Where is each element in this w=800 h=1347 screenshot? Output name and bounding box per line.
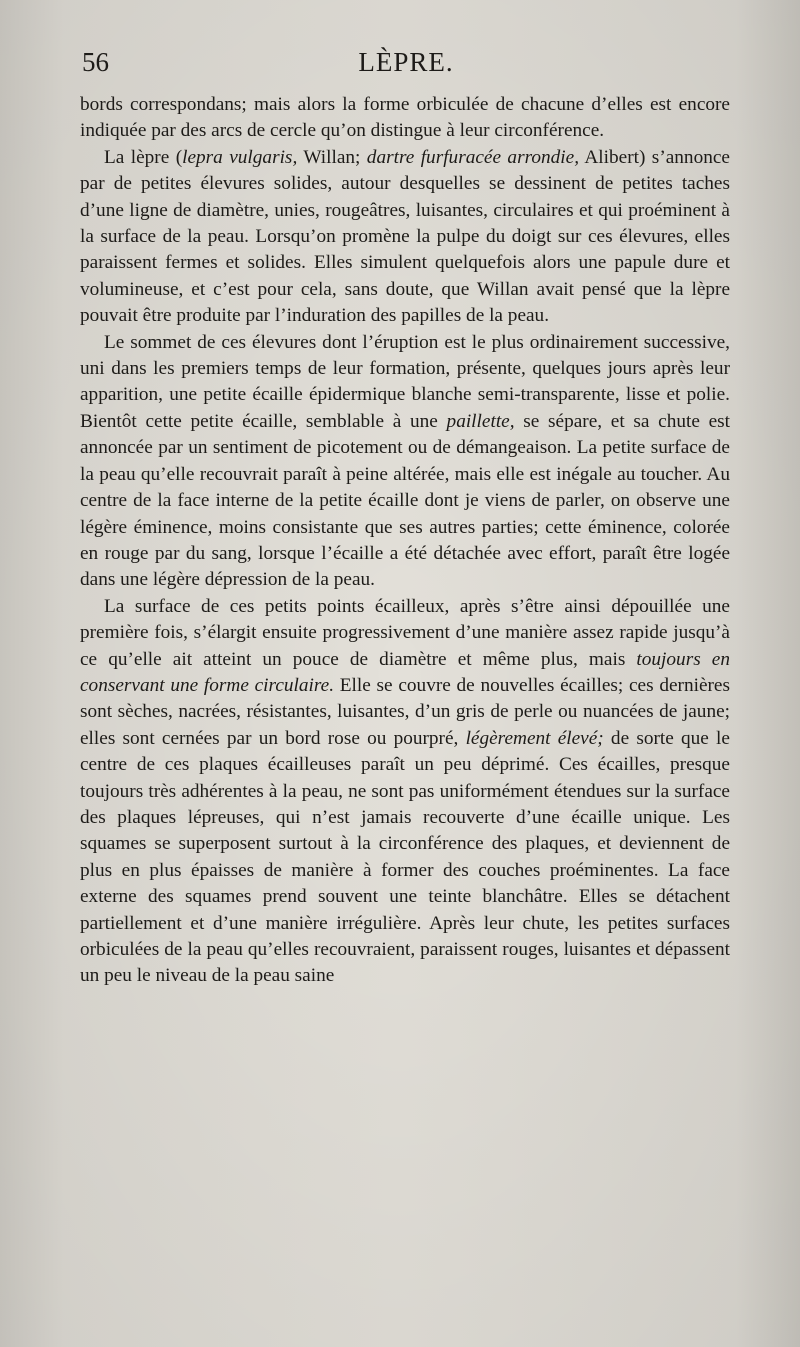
- text-run: La lèpre (: [104, 146, 183, 168]
- paragraph-continuation: [80, 92, 730, 145]
- page-header: [82, 42, 730, 82]
- text-run: Le sommet de ces élevures dont l’éruption est le plus ordinairement successive, uni dans les premiers temps de leur formation, présente, quelques jours après leur apparition, une petite écaille épidermique blanche semi-transparente, lisse et polie. Bientôt cette petite écaille, semblable à une: [80, 331, 730, 432]
- paragraph-surface: [80, 594, 730, 990]
- page-number: 56: [82, 47, 109, 77]
- text-run: se sépare, et sa chute est annoncée par un sentiment de picotement ou de démangeaison. La petite surface de la peau qu’elle recouvrait paraît à peine altérée, mais elle est inégale au toucher. Au centre de la face interne de la petite écaille dont je viens de parler, on observe une légère éminence, moins consistante que ses autres parties; cette éminence, colorée en rouge par du sang, lorsque l’écaille a été détachée avec effort, paraît être logée dans une légère dépression de la peau.: [80, 410, 730, 591]
- text-run: La surface de ces petits points écailleux, après s’être ainsi dépouillée une première fois, s’élargit ensuite progressivement d’une manière assez rapide jusqu’à ce qu’elle ait atteint un pouce de diamètre et même plus, mais: [80, 595, 730, 670]
- text-run: bords correspondans; mais alors la forme orbiculée de chacune d’elles est encore indiquée par des arcs de cercle qu’on distingue à leur circonférence.: [80, 94, 730, 142]
- italic-term: toujours en conservant une forme circulaire.: [80, 648, 730, 696]
- text-run: Willan;: [297, 146, 367, 168]
- text-run: de sorte que le centre de ces plaques écailleuses paraît un peu déprimé. Ces écailles, presque toujours très adhérentes à la peau, ne sont pas uniformément étendues sur la surface des plaques lépreuses, qui n’est jamais recouverte d’une écaille unique. Les squames se superposent surtout à la circonférence des plaques, et deviennent de plus en plus épaisses de manière à former des couches proéminentes. La face externe des squames prend souvent une teinte blanchâtre. Elles se détachent partiellement et d’une manière irrégulière. Après leur chute, les petites surfaces orbiculées de la peau qu’elles recouvraient, paraissent rouges, luisantes et dépassent un peu le niveau de la peau saine: [80, 727, 730, 987]
- running-title: LÈPRE.: [358, 47, 454, 77]
- paragraph-lepre-intro: [80, 145, 730, 330]
- paragraph-sommet: [80, 330, 730, 594]
- text-run: Alibert) s’annonce par de petites élevures solides, autour desquelles se dessinent de petites taches d’une ligne de diamètre, unies, rougeâtres, luisantes, circulaires et qui proéminent à la surface de la peau. Lorsqu’on promène la pulpe du doigt sur ces élevures, elles paraissent fermes et solides. Elles simulent quelquefois alors une papule dure et volumineuse, et c’est pour cela, sans doute, que Willan avait pensé que la lèpre pouvait être produite par l’induration des papilles de la peau.: [80, 146, 730, 327]
- italic-term: lepra vulgaris,: [182, 146, 298, 168]
- body-text: [80, 92, 730, 990]
- italic-term: dartre furfuracée arrondie,: [366, 146, 580, 168]
- italic-term: légèrement élevé;: [465, 727, 604, 749]
- text-run: Elle se couvre de nouvelles écailles; ces dernières sont sèches, nacrées, résistantes, luisantes, d’un gris de perle ou nuancées de jaune; elles sont cernées par un bord rose ou pourpré,: [80, 674, 730, 749]
- italic-term: paillette,: [446, 410, 515, 432]
